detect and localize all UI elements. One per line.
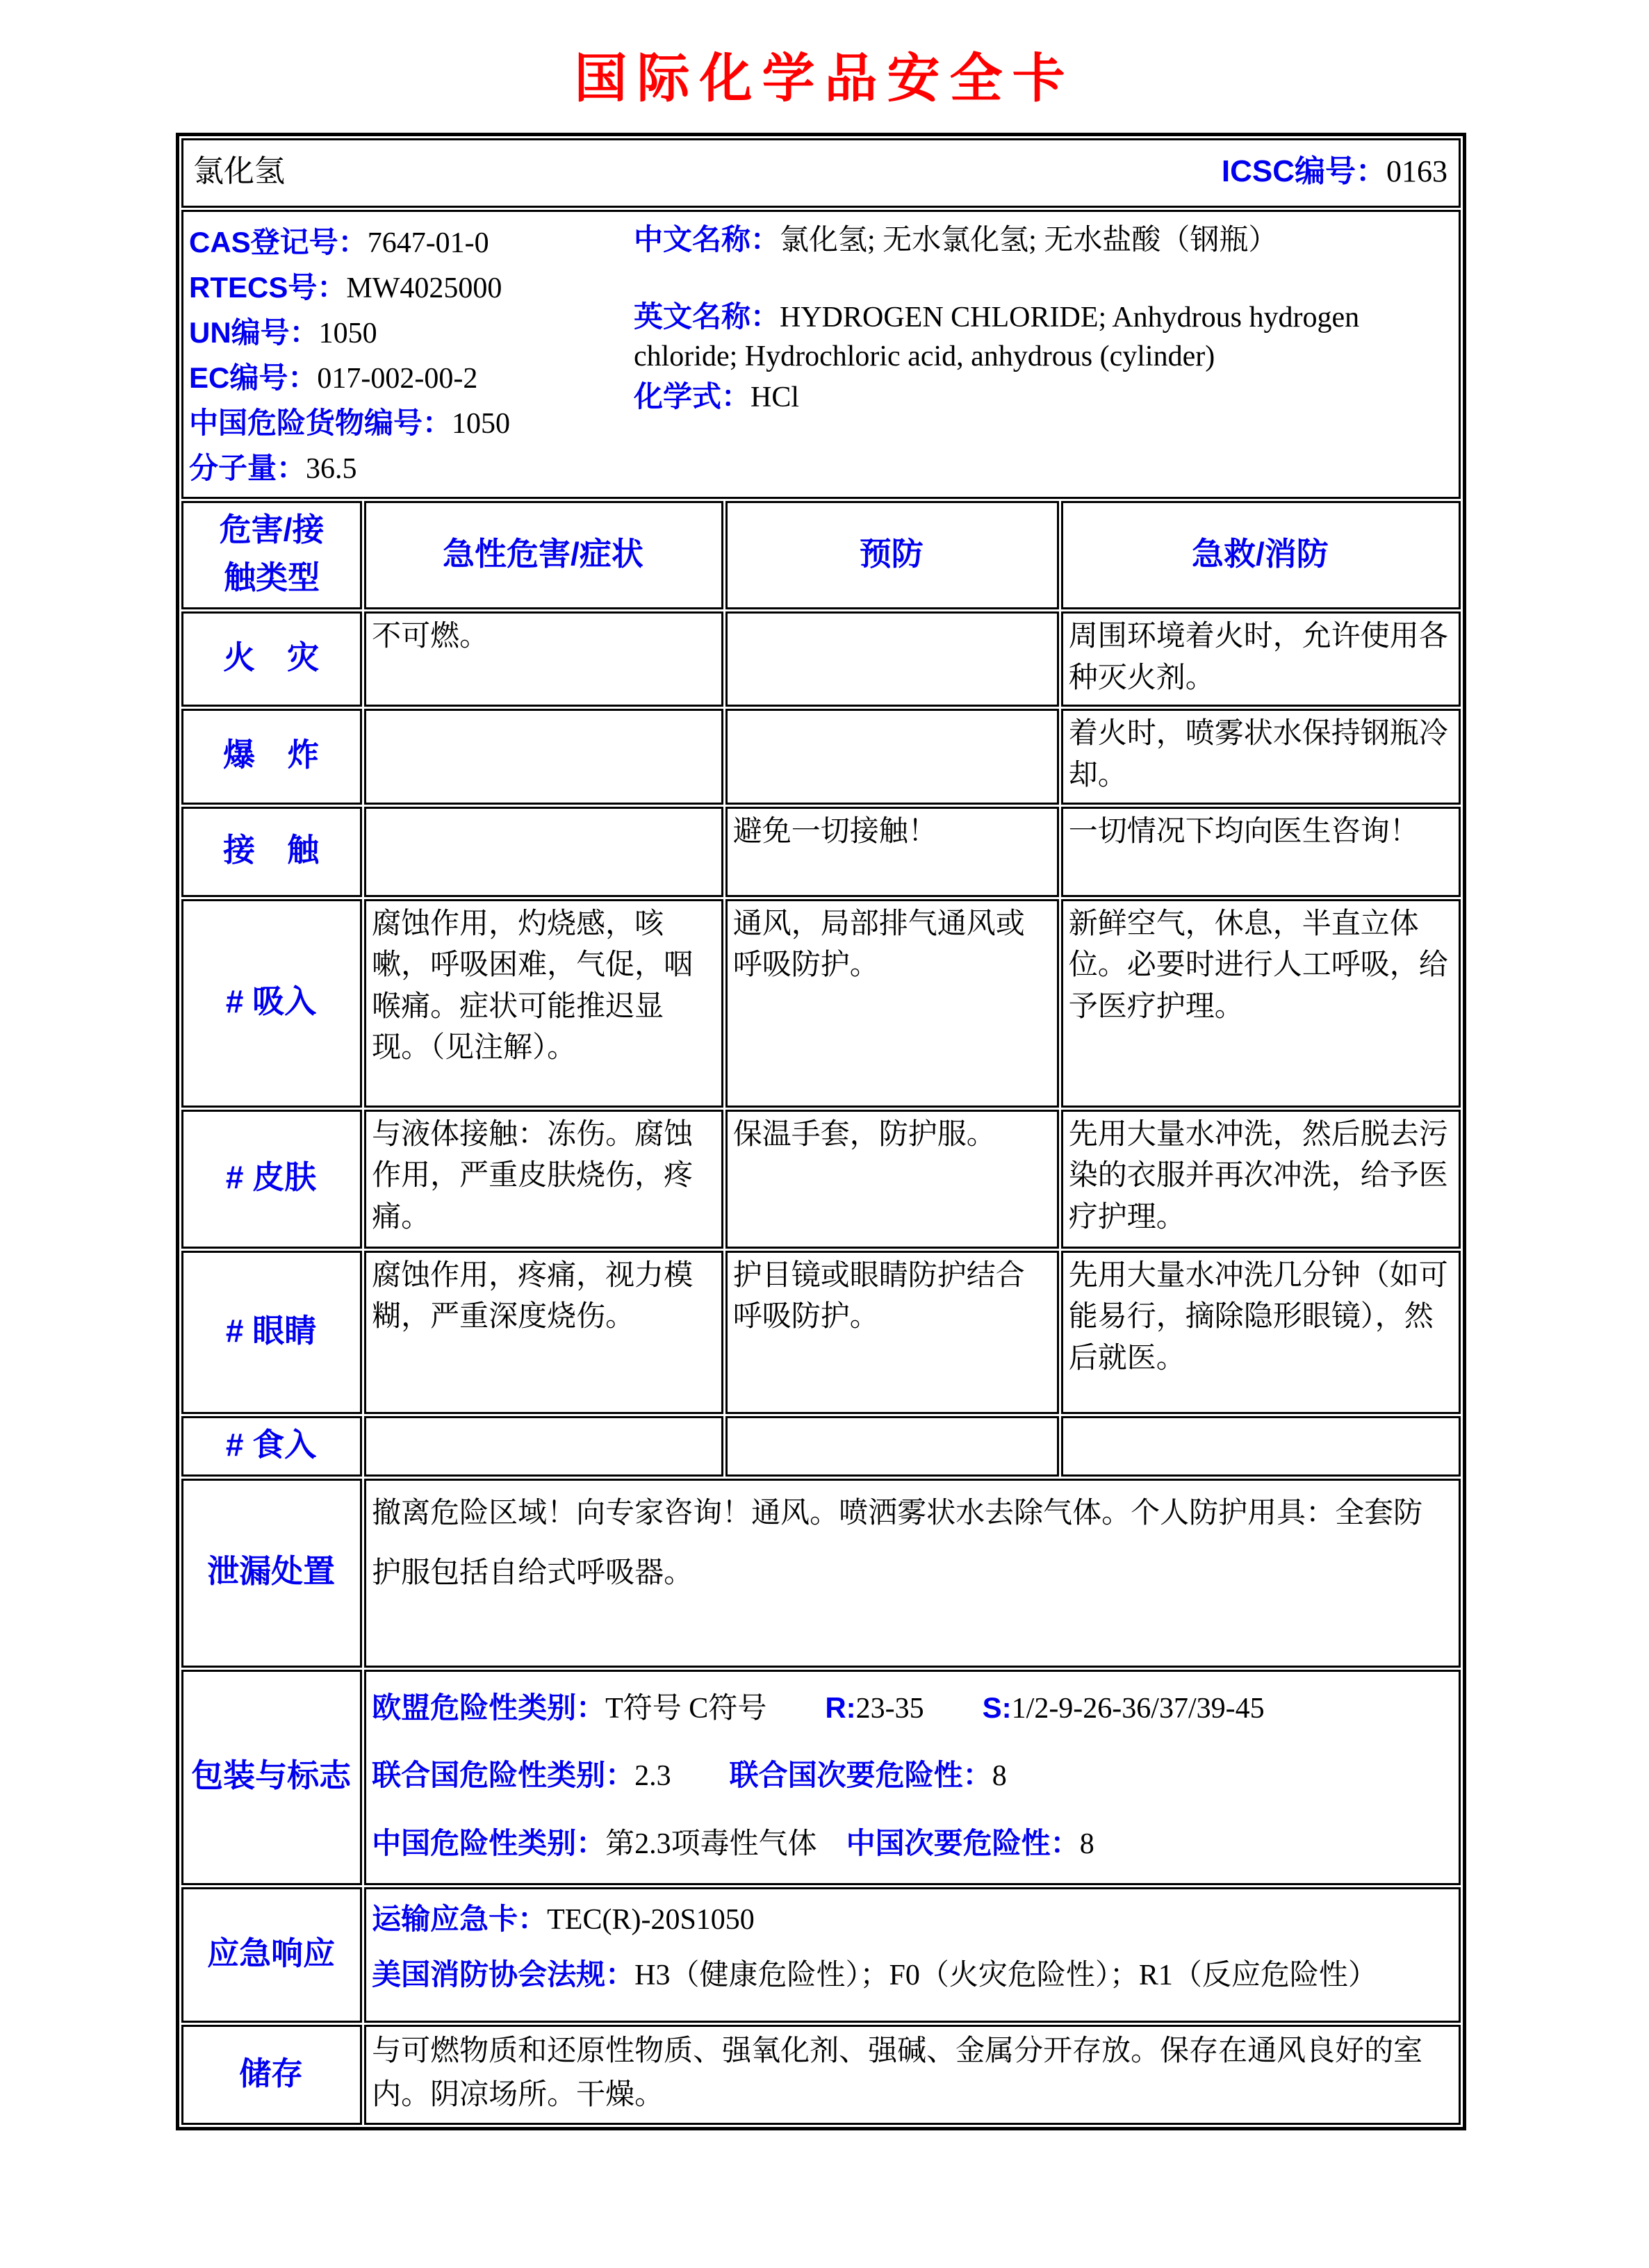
transport-emergency-card-line: 运输应急卡：TEC(R)-20S1050 [372,1903,755,1937]
explosion-row [181,709,1461,804]
explosion-symptoms [364,709,723,804]
eyes-label: # 眼睛 [181,1251,362,1414]
spill-text: 撤离危险区域！向专家咨询！通风。喷洒雾状水去除气体。个人防护用具：全套防护服包括自给式呼吸器。 [364,1479,1461,1668]
cas-number: CAS登记号：7647-01-0 [189,226,489,259]
packaging-content [364,1670,1461,1886]
identification-row [181,210,1461,499]
skin-firstaid: 先用大量水冲洗，然后脱去污染的衣服并再次冲洗，给予医疗护理。 [1061,1110,1461,1249]
fire-symptoms: 不可燃。 [364,611,723,707]
contact-prevention: 避免一切接触！ [725,807,1059,897]
spill-label: 泄漏处置 [181,1479,362,1668]
un-hazard-class-line: 联合国危险性类别：2.3 联合国次要危险性：8 [372,1759,1007,1793]
contact-firstaid: 一切情况下均向医生咨询！ [1061,807,1461,897]
eyes-firstaid: 先用大量水冲洗几分钟（如可能易行，摘除隐形眼镜），然后就医。 [1061,1251,1461,1414]
hazard-header-row [181,501,1461,609]
packaging-row [181,1670,1461,1886]
eyes-symptoms: 腐蚀作用，疼痛，视力模糊，严重深度烧伤。 [364,1251,723,1414]
icsc-number: 0163 [1386,154,1447,188]
explosion-label: 爆 炸 [181,709,362,804]
inhalation-row [181,899,1461,1108]
name-row [181,138,1461,208]
inhalation-prevention: 通风，局部排气通风或呼吸防护。 [725,899,1059,1108]
inhalation-firstaid: 新鲜空气，休息，半直立体位。必要时进行人工呼吸，给予医疗护理。 [1061,899,1461,1108]
name-cell [181,138,1461,208]
contact-symptoms [364,807,723,897]
packaging-label: 包装与标志 [181,1670,362,1886]
fire-label: 火 灾 [181,611,362,707]
icsc-label: ICSC编号： [1221,154,1386,188]
header-firstaid-firefighting: 急救/消防 [1061,501,1461,609]
spill-row [181,1479,1461,1668]
icsc-page [0,36,1649,2268]
skin-row [181,1110,1461,1249]
ingestion-firstaid [1061,1416,1461,1477]
fire-row [181,611,1461,707]
ingestion-row [181,1416,1461,1477]
chemical-name: 氯化氢 [193,154,285,188]
un-number: UN编号：1050 [189,316,377,350]
rtecs-number: RTECS号：MW4025000 [189,271,502,304]
emergency-content [364,1887,1461,2023]
storage-label: 储存 [181,2025,362,2125]
ingestion-prevention [725,1416,1059,1477]
english-name: 英文名称：HYDROGEN CHLORIDE; Anhydrous hydrogen chloride; Hydrochloric acid, anhydrous (cylinder) [634,300,1360,372]
safety-card-table [176,133,1466,2130]
skin-prevention: 保温手套，防护服。 [725,1110,1059,1249]
ec-number: EC编号：017-002-00-2 [189,361,478,395]
skin-label: # 皮肤 [181,1110,362,1249]
emergency-label: 应急响应 [181,1887,362,2023]
explosion-prevention [725,709,1059,804]
header-prevention: 预防 [725,501,1059,609]
storage-row [181,2025,1461,2125]
header-hazard-type: 危害/接触类型 [181,501,362,609]
inhalation-symptoms: 腐蚀作用，灼烧感，咳嗽，呼吸困难，气促，咽喉痛。症状可能推迟显现。（见注解）。 [364,899,723,1108]
identification-cell [181,210,1461,499]
inhalation-label: # 吸入 [181,899,362,1108]
header-acute-hazards: 急性危害/症状 [364,501,723,609]
eu-hazard-class-line: 欧盟危险性类别：T符号 C符号 R:23-35 S:1/2-9-26-36/37/39-45 [372,1691,1265,1725]
ingestion-label: # 食入 [181,1416,362,1477]
chinese-name: 中文名称：氯化氢; 无水氯化氢; 无水盐酸（钢瓶） [634,223,1278,256]
china-dangerous-goods-number: 中国危险货物编号：1050 [189,406,511,440]
contact-label: 接 触 [181,807,362,897]
fire-prevention [725,611,1059,707]
eyes-prevention: 护目镜或眼睛防护结合呼吸防护。 [725,1251,1059,1414]
eyes-row [181,1251,1461,1414]
molecular-weight: 分子量：36.5 [189,452,357,485]
icsc-number-group [1222,150,1447,194]
chemical-names [634,220,1452,491]
nfpa-code-line: 美国消防协会法规：H3（健康危险性）；F0（火灾危险性）；R1（反应危险性） [372,1957,1377,1991]
page-title: 国际化学品安全卡 [574,49,1075,108]
skin-symptoms: 与液体接触：冻伤。腐蚀作用，严重皮肤烧伤，疼痛。 [364,1110,723,1249]
fire-firstaid: 周围环境着火时，允许使用各种灭火剂。 [1061,611,1461,707]
registry-numbers [189,220,634,491]
storage-text: 与可燃物质和还原性物质、强氧化剂、强碱、金属分开存放。保存在通风良好的室内。阴凉场所。干燥。 [364,2025,1461,2125]
ingestion-symptoms [364,1416,723,1477]
chemical-formula: 化学式：HCl [634,380,800,413]
china-hazard-class-line: 中国危险性类别：第2.3项毒性气体 中国次要危险性：8 [372,1826,1094,1860]
contact-row [181,807,1461,897]
emergency-row [181,1887,1461,2023]
explosion-firstaid: 着火时，喷雾状水保持钢瓶冷却。 [1061,709,1461,804]
